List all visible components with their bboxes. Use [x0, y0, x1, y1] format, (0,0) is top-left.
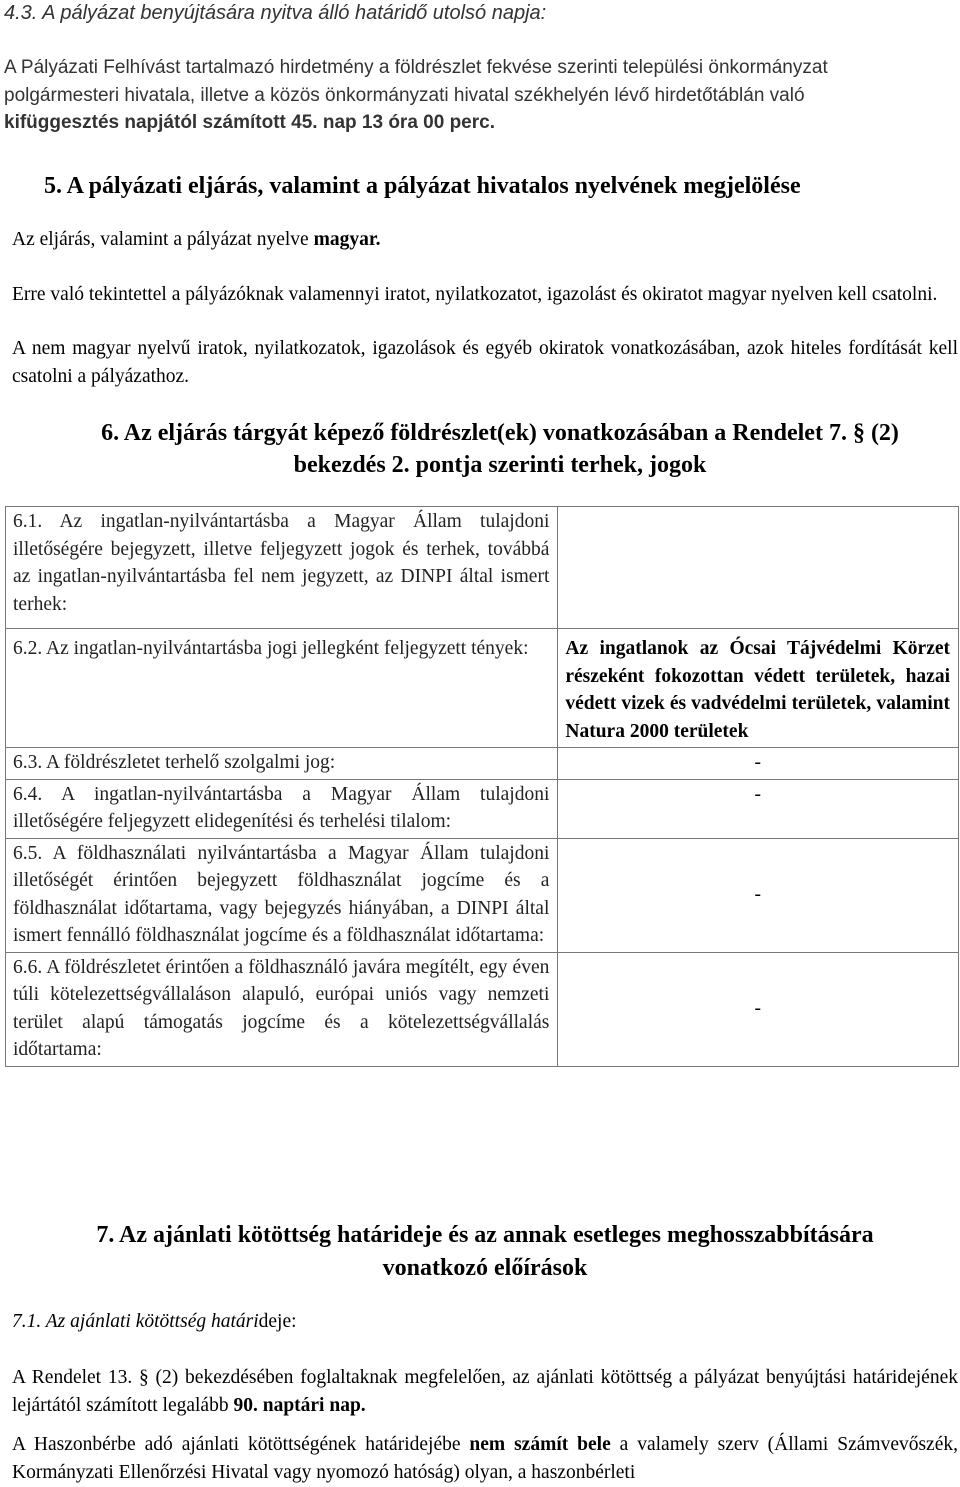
encumbrances-table — [5, 506, 959, 1067]
exclusion-text-c: a valamely szerv (Állami Számvevőszék, Kormányzati Ellenőrzési Hivatal vagy nyomozó hatóság) olyan, a haszonbérleti — [12, 1434, 958, 1483]
section-7-1-heading-italic: 7.1. Az ajánlati kötöttség határi — [12, 1311, 259, 1332]
section-4-3-heading: 4.3. A pályázat benyújtására nyitva álló határidő utolsó napja: — [4, 2, 547, 24]
row-value: Az ingatlanok az Ócsai Tájvédelmi Körzet részeként fokozottan védett területek, hazai védett vizek és vadvédelmi területek, valamint Natura 2000 területek — [558, 629, 959, 748]
exclusion-text-a: A Haszonbérbe adó ajánlati kötöttségének határidejébe — [12, 1434, 470, 1455]
row-value: - — [558, 779, 959, 838]
section-7-1-heading — [12, 1308, 297, 1336]
language-value: magyar. — [313, 229, 381, 250]
row-label: 6.3. A földrészletet terhelő szolgalmi jog: — [6, 748, 558, 780]
section-4-3-deadline: kifüggesztés napjától számított 45. nap 13 óra 00 perc. — [4, 112, 495, 133]
table-row — [6, 748, 959, 780]
section-7-1-heading-plain: deje: — [258, 1311, 297, 1332]
section-4-3-line-1: A Pályázati Felhívást tartalmazó hirdetmény a földrészlet fekvése szerinti települési önkormányzat — [4, 57, 828, 78]
section-5-heading: 5. A pályázati eljárás, valamint a pályázat hivatalos nyelvének megjelölése — [44, 173, 801, 199]
section-7-1-paragraph — [12, 1364, 958, 1420]
section-7-2-paragraph — [12, 1431, 958, 1487]
binding-period-text: A Rendelet 13. § (2) bekezdésében foglaltaknak megfelelően, az ajánlati kötöttség a pályázat benyújtási határidejének lejártától számított legalább — [12, 1367, 958, 1416]
row-value: - — [558, 838, 959, 952]
exclusion-emphasis: nem számít bele — [469, 1434, 611, 1455]
section-6-heading-line-1: 6. Az eljárás tárgyát képező földrészlet(ek) vonatkozásában a Rendelet 7. § (2) — [101, 420, 899, 446]
row-label: 6.6. A földrészletet érintően a földhasználó javára megítélt, egy éven túli kötelezettségvállaláson alapuló, európai uniós vagy nemzeti terület alapú támogatás jogcíme és a kötelezettségvállalás időtartama: — [6, 952, 558, 1066]
language-label: Az eljárás, valamint a pályázat nyelve — [12, 229, 314, 250]
row-label: 6.2. Az ingatlan-nyilvántartásba jogi jellegként feljegyzett tények: — [6, 629, 558, 748]
section-7-heading-line-2: vonatkozó előírások — [382, 1255, 588, 1281]
row-label: 6.4. A ingatlan-nyilvántartásba a Magyar Állam tulajdoni illetőségére feljegyzett elidegenítési és terhelési tilalom: — [6, 779, 558, 838]
table-row — [6, 952, 959, 1066]
table-row — [6, 507, 959, 629]
section-7-heading-line-1: 7. Az ajánlati kötöttség határideje és az annak esetleges meghosszabbítására — [96, 1222, 874, 1248]
table-row — [6, 779, 959, 838]
table-row — [6, 629, 959, 748]
row-value — [558, 507, 959, 629]
table-row — [6, 838, 959, 952]
row-label: 6.5. A földhasználati nyilvántartásba a Magyar Állam tulajdoni illetőségét érintően bejegyzett földhasználat jogcíme és a földhasználat időtartama, vagy bejegyzés hiányában, a DINPI által ismert fennálló földhasználat jogcíme és a földhasználat időtartama: — [6, 838, 558, 952]
binding-period-days: 90. naptári nap. — [233, 1395, 366, 1416]
section-7-heading — [20, 1219, 950, 1285]
row-value: - — [558, 952, 959, 1066]
section-5-language — [12, 226, 957, 254]
section-5-paragraph-2: A nem magyar nyelvű iratok, nyilatkozatok, igazolások és egyéb okiratok vonatkozásában, azok hiteles fordítását kell csatolni a pályázathoz. — [12, 338, 958, 387]
section-6-heading-line-2: bekezdés 2. pontja szerinti terhek, jogok — [293, 452, 707, 478]
section-4-3-line-2: polgármesteri hivatala, illetve a közös önkormányzati hivatal székhelyén lévő hirdetőtáblán való — [4, 85, 805, 106]
row-label: 6.1. Az ingatlan-nyilvántartásba a Magyar Állam tulajdoni illetőségére bejegyzett, illetve feljegyzett jogok és terhek, továbbá az ingatlan-nyilvántartásba fel nem jegyzett, az DINPI által ismert terhek: — [6, 507, 558, 629]
section-6-heading — [40, 417, 960, 481]
row-value: - — [558, 748, 959, 780]
section-5-paragraph-1: Erre való tekintettel a pályázóknak valamennyi iratot, nyilatkozatot, igazolást és okiratot magyar nyelven kell csatolni. — [12, 284, 938, 305]
